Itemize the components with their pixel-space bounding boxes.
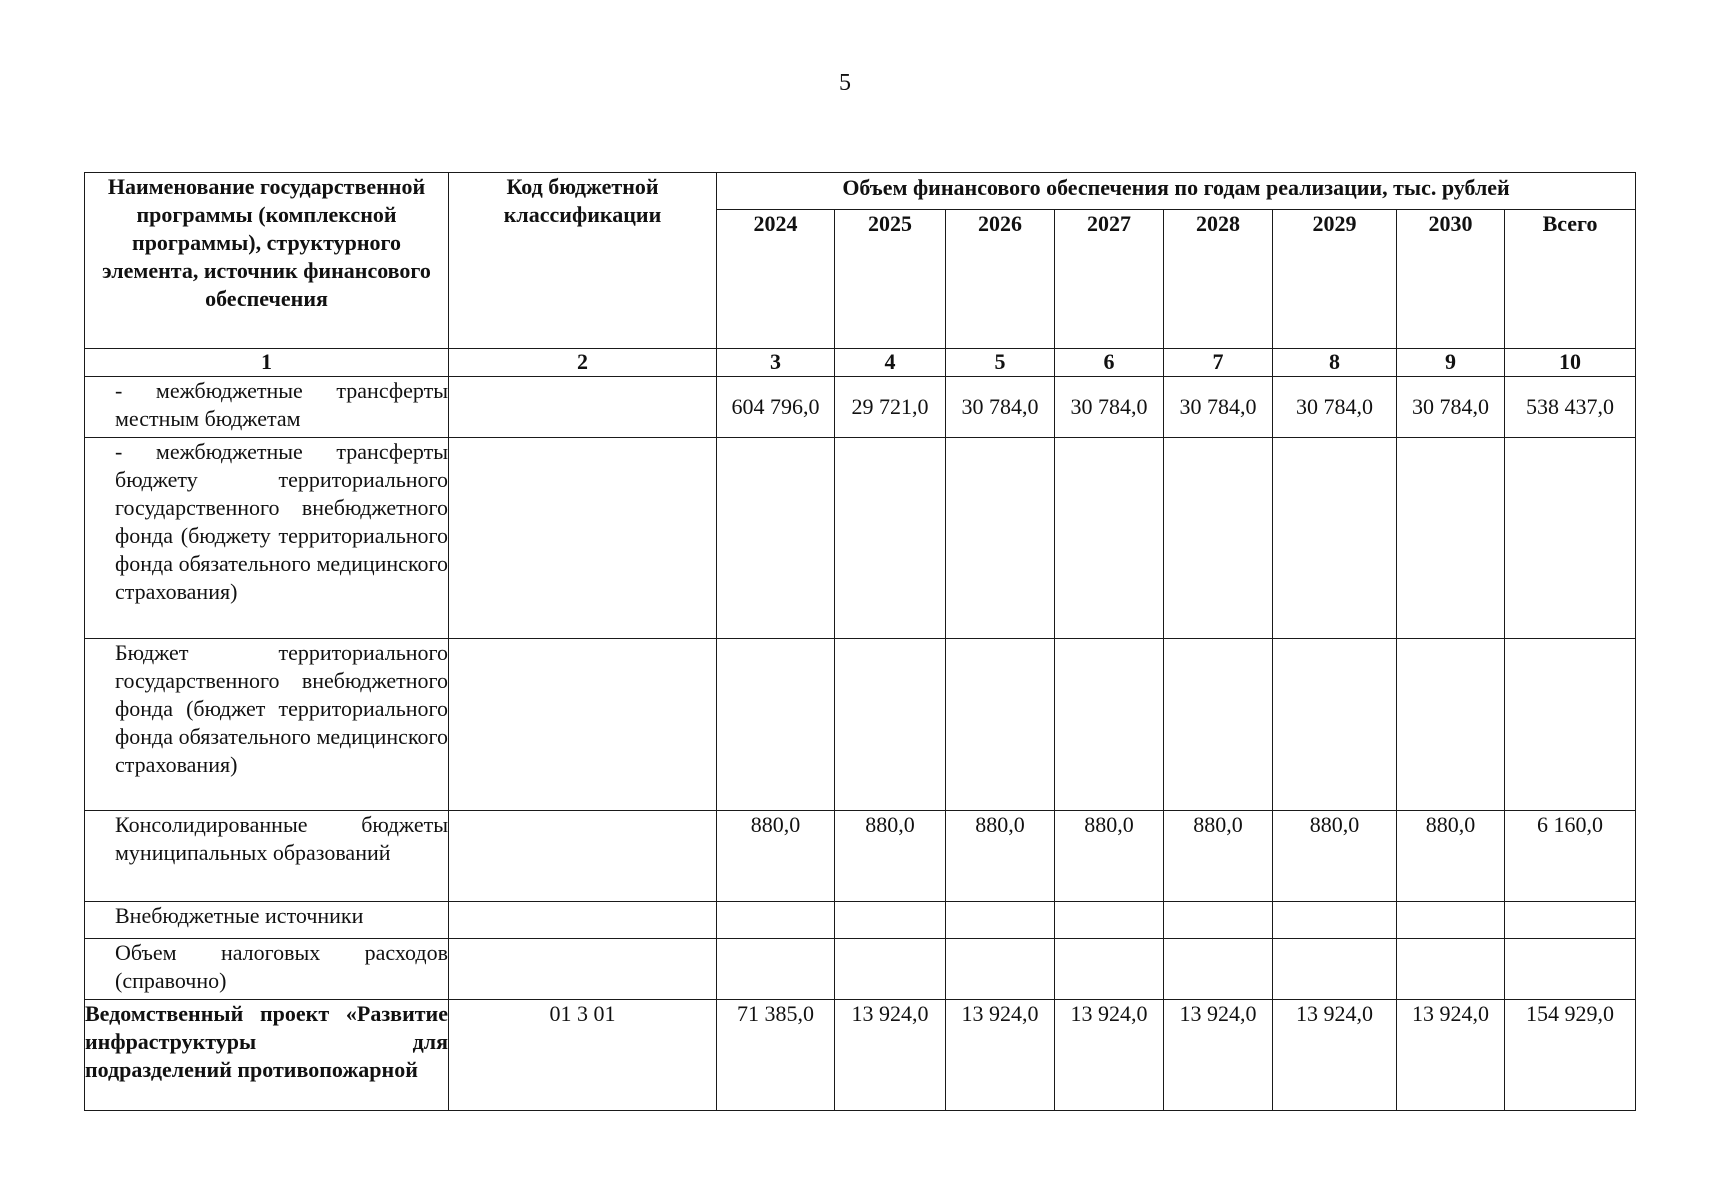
row-value-2026: 30 784,0: [946, 377, 1055, 438]
row-value-2028: 880,0: [1164, 811, 1273, 902]
row-value-total: 154 929,0: [1505, 1000, 1636, 1111]
row-value-2027: 880,0: [1055, 811, 1164, 902]
row-value-2030: [1397, 902, 1505, 939]
table-row: [85, 438, 1636, 639]
column-number: 10: [1505, 349, 1636, 377]
row-value-2026: [946, 438, 1055, 639]
table-header: [85, 173, 1636, 377]
row-value-2029: [1273, 939, 1397, 1000]
row-name: Консолидированные бюджеты муниципальных образований: [115, 812, 448, 865]
header-year-2030: 2030: [1397, 210, 1505, 349]
row-name-cell: [85, 811, 449, 902]
column-number: 3: [717, 349, 835, 377]
row-value-2024: [717, 639, 835, 811]
row-value-2027: [1055, 639, 1164, 811]
column-number: 8: [1273, 349, 1397, 377]
row-value-2028: 30 784,0: [1164, 377, 1273, 438]
row-code: [449, 902, 717, 939]
row-name: Объем налоговых расходов (справочно): [115, 940, 448, 993]
header-total: Всего: [1505, 210, 1636, 349]
row-value-2026: 13 924,0: [946, 1000, 1055, 1111]
row-name-cell: [85, 939, 449, 1000]
row-value-2025: 29 721,0: [835, 377, 946, 438]
row-name: Ведомственный проект «Развитие инфраструктуры для подразделений противопожарной: [85, 1001, 448, 1082]
row-code: [449, 639, 717, 811]
row-value-2027: [1055, 939, 1164, 1000]
header-year-2024: 2024: [717, 210, 835, 349]
header-year-2027: 2027: [1055, 210, 1164, 349]
row-code: [449, 377, 717, 438]
row-name-cell: [85, 902, 449, 939]
row-name: Внебюджетные источники: [115, 903, 364, 928]
row-value-2030: [1397, 939, 1505, 1000]
row-value-total: [1505, 902, 1636, 939]
row-value-2028: [1164, 939, 1273, 1000]
row-code: [449, 811, 717, 902]
row-value-2024: 604 796,0: [717, 377, 835, 438]
table-row: [85, 811, 1636, 902]
row-code: [449, 438, 717, 639]
row-value-2024: [717, 939, 835, 1000]
row-value-2029: [1273, 639, 1397, 811]
row-name: - межбюджетные трансферты местным бюджетам: [115, 378, 448, 431]
table-row: [85, 939, 1636, 1000]
column-number: 9: [1397, 349, 1505, 377]
header-year-2028: 2028: [1164, 210, 1273, 349]
row-value-2029: [1273, 438, 1397, 639]
row-name: - межбюджетные трансферты бюджету территориального государственного внебюджетного фонда (бюджету территориального фонда обязательного медицинского страхования): [115, 439, 448, 604]
row-name-cell: [85, 377, 449, 438]
row-value-2029: 13 924,0: [1273, 1000, 1397, 1111]
row-value-2027: 13 924,0: [1055, 1000, 1164, 1111]
row-value-total: 538 437,0: [1505, 377, 1636, 438]
row-value-2030: [1397, 438, 1505, 639]
row-value-2025: [835, 438, 946, 639]
header-year-2029: 2029: [1273, 210, 1397, 349]
row-value-2030: 13 924,0: [1397, 1000, 1505, 1111]
row-value-2024: 71 385,0: [717, 1000, 835, 1111]
row-name-cell: [85, 438, 449, 639]
row-value-total: 6 160,0: [1505, 811, 1636, 902]
table-row: [85, 377, 1636, 438]
table-row: [85, 639, 1636, 811]
row-value-2029: 30 784,0: [1273, 377, 1397, 438]
header-year-2025: 2025: [835, 210, 946, 349]
row-value-2026: [946, 639, 1055, 811]
row-value-2029: [1273, 902, 1397, 939]
row-value-2024: [717, 438, 835, 639]
row-name-cell: [85, 639, 449, 811]
row-value-2026: 880,0: [946, 811, 1055, 902]
column-number: 2: [449, 349, 717, 377]
row-value-2025: [835, 639, 946, 811]
row-value-2025: [835, 939, 946, 1000]
row-value-2024: 880,0: [717, 811, 835, 902]
row-value-2029: 880,0: [1273, 811, 1397, 902]
column-number: 7: [1164, 349, 1273, 377]
row-value-2026: [946, 939, 1055, 1000]
row-value-2024: [717, 902, 835, 939]
row-value-2030: [1397, 639, 1505, 811]
row-code: [449, 939, 717, 1000]
row-name: Бюджет территориального государственного внебюджетного фонда (бюджет территориального фонда обязательного медицинского страхования): [115, 640, 448, 777]
column-number: 4: [835, 349, 946, 377]
header-financing-group: Объем финансового обеспечения по годам реализации, тыс. рублей: [717, 173, 1636, 210]
column-number: 1: [85, 349, 449, 377]
row-value-2026: [946, 902, 1055, 939]
row-value-2028: [1164, 639, 1273, 811]
row-value-2025: 880,0: [835, 811, 946, 902]
row-value-2025: [835, 902, 946, 939]
header-name-column: Наименование государственной программы (комплексной программы), структурного элемента, источник финансового обеспечения: [85, 173, 449, 349]
row-value-2028: [1164, 438, 1273, 639]
column-number-row: [85, 349, 1636, 377]
row-value-2028: [1164, 902, 1273, 939]
header-code-column: Код бюджетной классификации: [449, 173, 717, 349]
row-value-2030: 880,0: [1397, 811, 1505, 902]
row-value-total: [1505, 939, 1636, 1000]
financing-table: [84, 172, 1636, 1111]
row-name-cell: [85, 1000, 449, 1111]
column-number: 6: [1055, 349, 1164, 377]
row-code: 01 3 01: [449, 1000, 717, 1111]
row-value-total: [1505, 639, 1636, 811]
header-year-2026: 2026: [946, 210, 1055, 349]
row-value-2027: 30 784,0: [1055, 377, 1164, 438]
page-number: 5: [839, 70, 851, 96]
row-value-2027: [1055, 438, 1164, 639]
row-value-2030: 30 784,0: [1397, 377, 1505, 438]
column-number: 5: [946, 349, 1055, 377]
row-value-2028: 13 924,0: [1164, 1000, 1273, 1111]
row-value-total: [1505, 438, 1636, 639]
row-value-2027: [1055, 902, 1164, 939]
table-body: [85, 377, 1636, 1111]
table-row: [85, 902, 1636, 939]
row-value-2025: 13 924,0: [835, 1000, 946, 1111]
table-row: [85, 1000, 1636, 1111]
